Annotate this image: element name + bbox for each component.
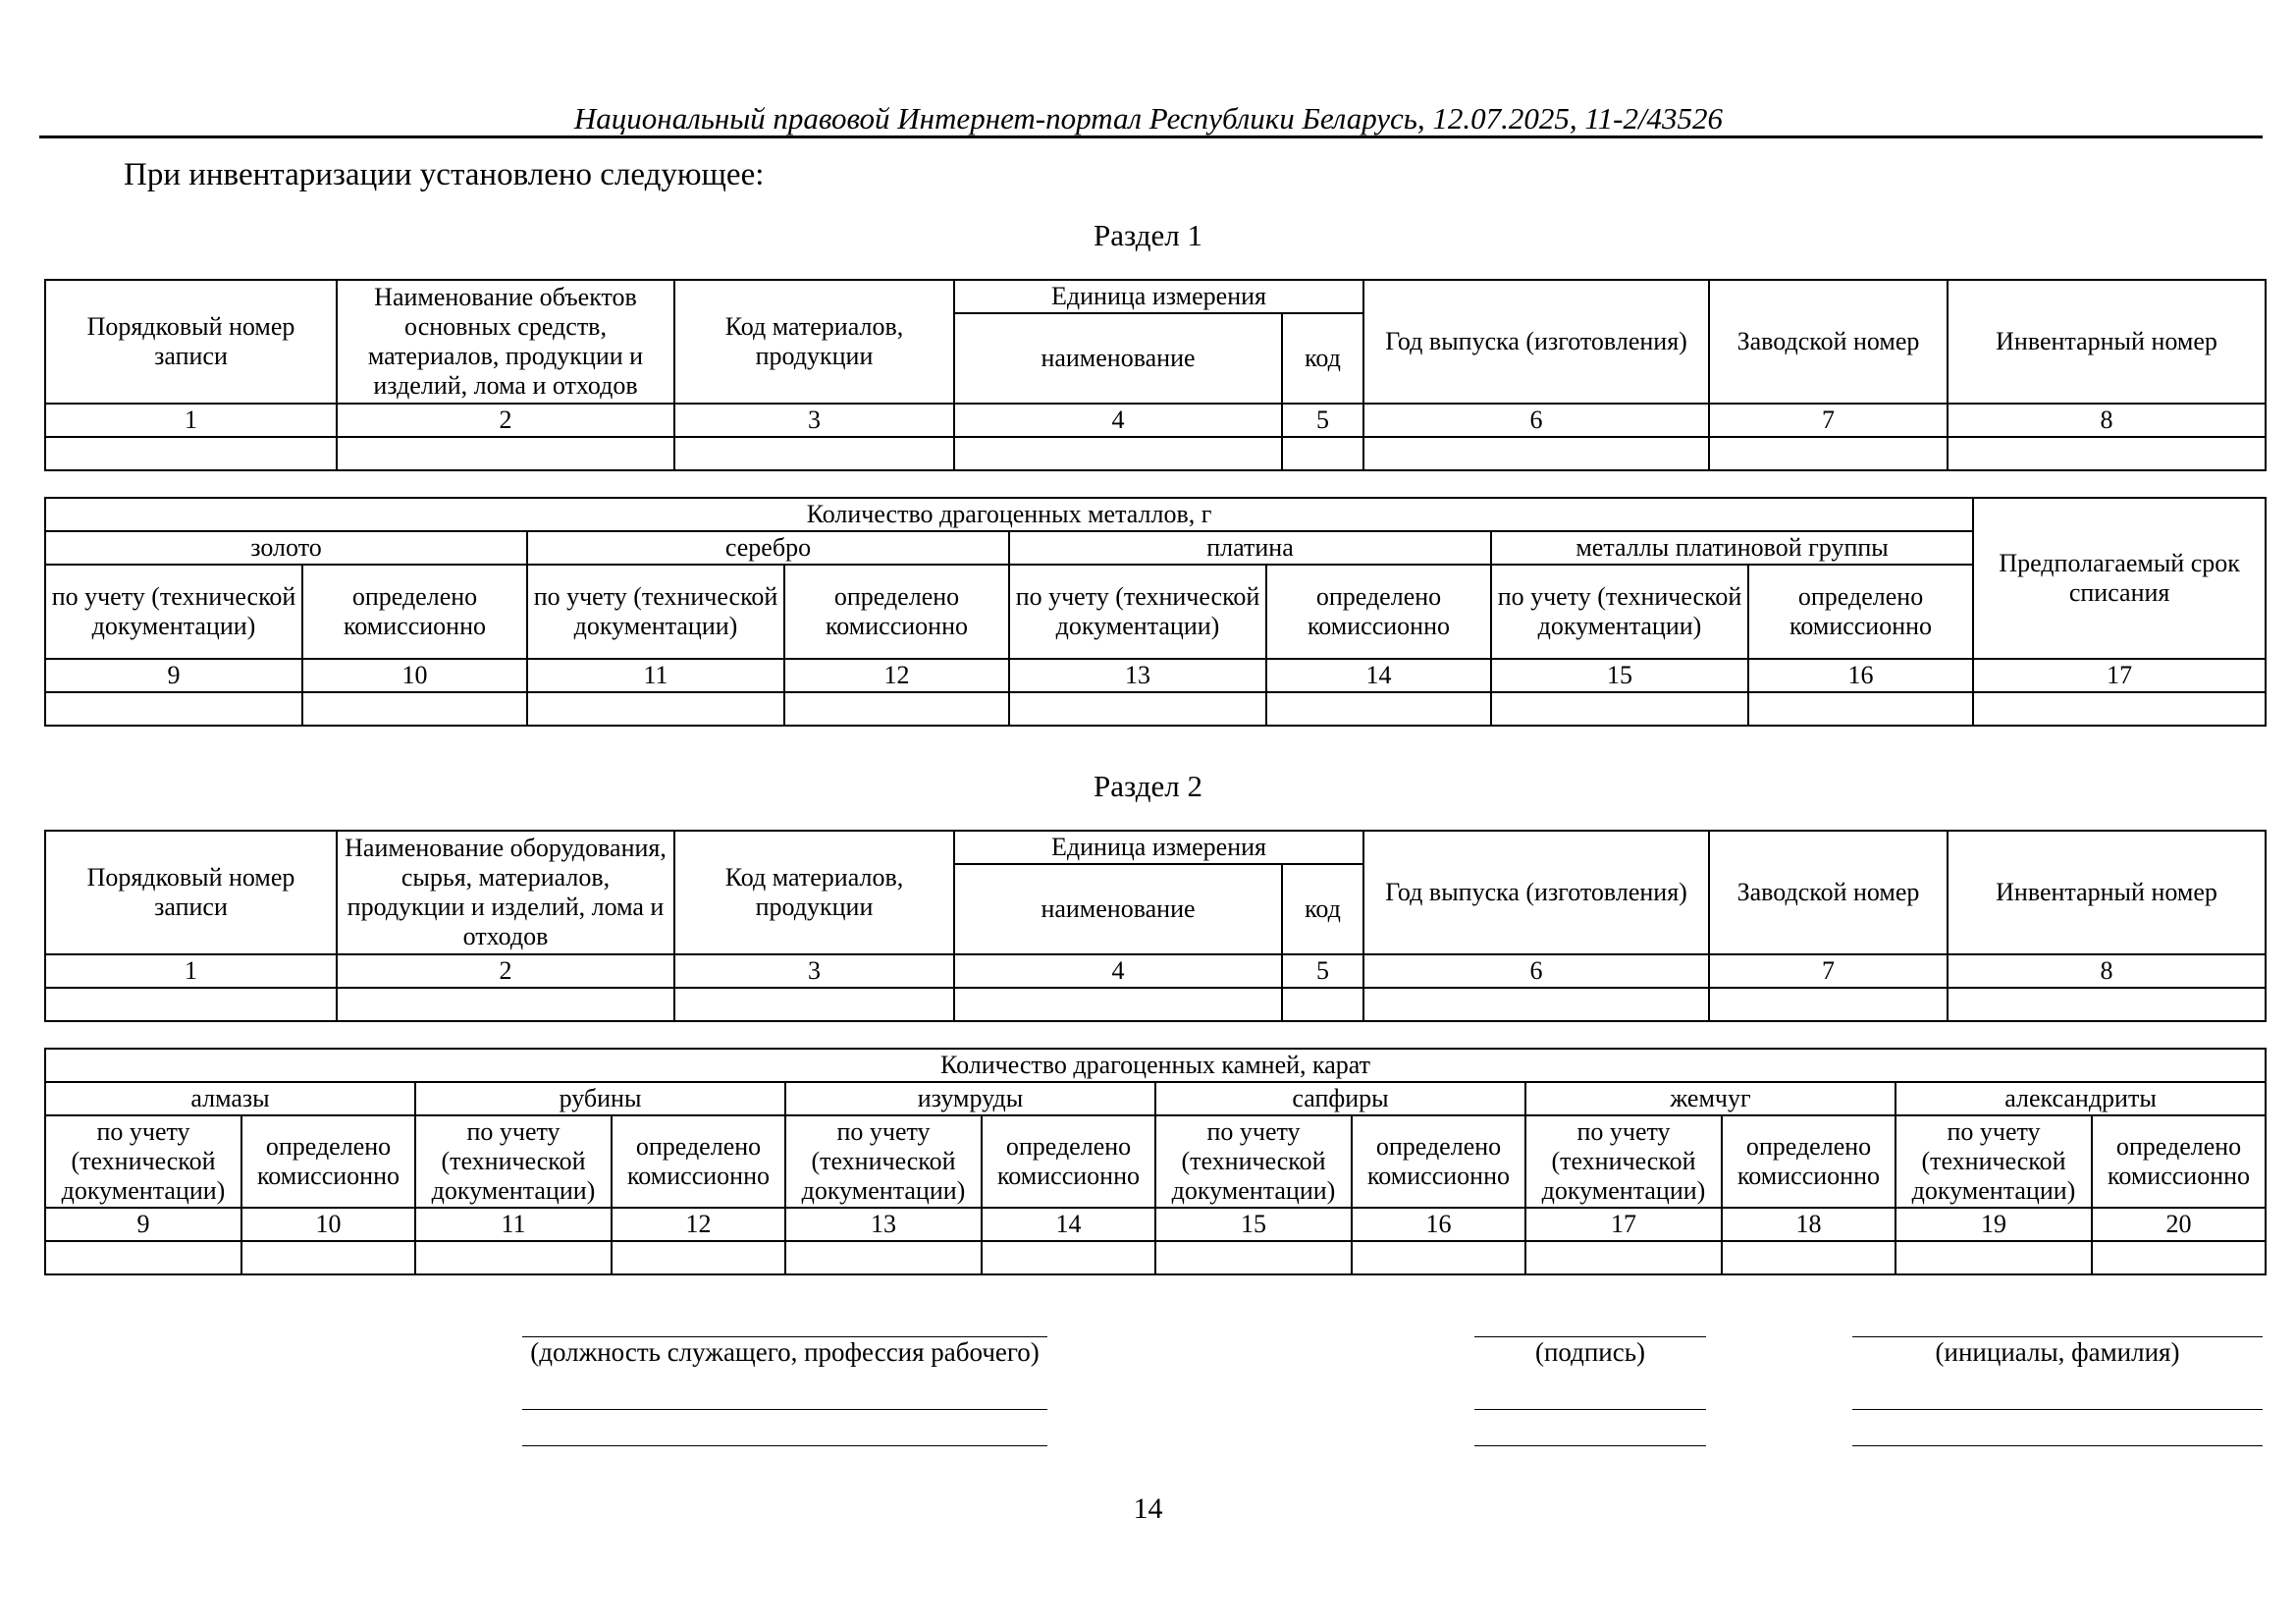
header-by-record: по учету (технической документации): [45, 565, 302, 659]
column-number: 16: [1352, 1208, 1525, 1241]
column-number: 4: [954, 404, 1282, 437]
column-number: 12: [612, 1208, 785, 1241]
empty-cell[interactable]: [45, 692, 302, 726]
column-number: 7: [1709, 954, 1948, 988]
header-by-commission: определено комиссионно: [982, 1115, 1155, 1208]
column-number: 13: [1009, 659, 1266, 692]
empty-cell[interactable]: [784, 692, 1009, 726]
stone-pearls: жемчуг: [1525, 1082, 1896, 1115]
stone-emeralds: изумруды: [785, 1082, 1155, 1115]
empty-cell[interactable]: [1363, 988, 1709, 1021]
column-number: 9: [45, 1208, 241, 1241]
header-unit-code: код: [1282, 313, 1363, 404]
header-unit-code: код: [1282, 864, 1363, 954]
empty-cell[interactable]: [982, 1241, 1155, 1274]
column-number: 11: [527, 659, 784, 692]
header-inventory-number: Инвентарный номер: [1948, 280, 2266, 404]
name-label: (инициалы, фамилия): [1935, 1337, 2180, 1367]
position-label: (должность служащего, профессия рабочего): [530, 1337, 1040, 1367]
empty-cell[interactable]: [1491, 692, 1748, 726]
column-number: 17: [1525, 1208, 1722, 1241]
header-by-record: по учету (технической документации): [45, 1115, 241, 1208]
column-number: 10: [241, 1208, 415, 1241]
header-unit-name: наименование: [954, 313, 1282, 404]
empty-cell[interactable]: [1352, 1241, 1525, 1274]
header-inventory-number: Инвентарный номер: [1948, 831, 2266, 954]
signature-label: (подпись): [1534, 1337, 1646, 1367]
column-number: 18: [1722, 1208, 1896, 1241]
empty-cell[interactable]: [1948, 437, 2266, 470]
signature-line[interactable]: [1474, 1409, 1706, 1410]
header-by-commission: определено комиссионно: [1352, 1115, 1525, 1208]
empty-cell[interactable]: [1973, 692, 2266, 726]
empty-cell[interactable]: [1722, 1241, 1896, 1274]
empty-cell[interactable]: [1709, 988, 1948, 1021]
empty-cell[interactable]: [954, 988, 1282, 1021]
header-rule: [39, 135, 2263, 138]
header-by-commission: определено комиссионно: [2092, 1115, 2266, 1208]
header-year: Год выпуска (изготовления): [1363, 831, 1709, 954]
header-year: Год выпуска (изготовления): [1363, 280, 1709, 404]
stone-rubies: рубины: [415, 1082, 785, 1115]
empty-cell[interactable]: [1748, 692, 1973, 726]
empty-cell[interactable]: [45, 1241, 241, 1274]
position-line[interactable]: [522, 1409, 1047, 1410]
header-item-name: Наименование оборудования, сырья, материалов, продукции и изделий, лома и отходов: [337, 831, 674, 954]
column-number: 15: [1491, 659, 1748, 692]
header-writeoff-period: Предполагаемый срок списания: [1973, 498, 2266, 659]
header-by-commission: определено комиссионно: [241, 1115, 415, 1208]
position-line[interactable]: [522, 1445, 1047, 1446]
column-number: 13: [785, 1208, 982, 1241]
column-number: 5: [1282, 954, 1363, 988]
empty-cell[interactable]: [1948, 988, 2266, 1021]
empty-cell[interactable]: [1266, 692, 1491, 726]
header-row-number: Порядковый номер записи: [45, 831, 337, 954]
column-number: 14: [982, 1208, 1155, 1241]
empty-cell[interactable]: [1363, 437, 1709, 470]
intro-text: При инвентаризации установлено следующее:: [124, 157, 765, 192]
header-unit: Единица измерения: [954, 831, 1363, 864]
column-number: 8: [1948, 954, 2266, 988]
empty-cell[interactable]: [612, 1241, 785, 1274]
column-number: 3: [674, 404, 954, 437]
column-number: 6: [1363, 404, 1709, 437]
empty-cell[interactable]: [45, 988, 337, 1021]
signature-line[interactable]: [1474, 1445, 1706, 1446]
column-number: 1: [45, 404, 337, 437]
empty-cell[interactable]: [674, 437, 954, 470]
metals-group-header: Количество драгоценных металлов, г: [45, 498, 1973, 531]
column-number: 10: [302, 659, 527, 692]
page-number: 14: [1133, 1492, 1163, 1525]
column-number: 3: [674, 954, 954, 988]
header-by-commission: определено комиссионно: [784, 565, 1009, 659]
header-item-name: Наименование объектов основных средств, материалов, продукции и изделий, лома и отходов: [337, 280, 674, 404]
name-line[interactable]: [1852, 1409, 2263, 1410]
stone-sapphires: сапфиры: [1155, 1082, 1525, 1115]
header-by-record: по учету (технической документации): [1525, 1115, 1722, 1208]
column-number: 15: [1155, 1208, 1352, 1241]
name-line[interactable]: [1852, 1445, 2263, 1446]
empty-cell[interactable]: [1282, 437, 1363, 470]
metal-silver: серебро: [527, 531, 1009, 565]
column-number: 19: [1896, 1208, 2092, 1241]
header-by-commission: определено комиссионно: [1722, 1115, 1896, 1208]
empty-cell[interactable]: [2092, 1241, 2266, 1274]
stone-alexandrites: александриты: [1896, 1082, 2266, 1115]
column-number: 5: [1282, 404, 1363, 437]
empty-cell[interactable]: [1009, 692, 1266, 726]
column-number: 17: [1973, 659, 2266, 692]
header-by-commission: определено комиссионно: [1266, 565, 1491, 659]
section-2-title: Раздел 2: [1094, 769, 1202, 803]
empty-cell[interactable]: [785, 1241, 982, 1274]
document-header: Национальный правовой Интернет-портал Республики Беларусь, 12.07.2025, 11-2/43526: [573, 101, 1724, 135]
header-by-commission: определено комиссионно: [612, 1115, 785, 1208]
column-number: 11: [415, 1208, 612, 1241]
column-number: 7: [1709, 404, 1948, 437]
header-material-code: Код материалов, продукции: [674, 831, 954, 954]
section-1-metals-table: [44, 497, 2267, 727]
column-number: 4: [954, 954, 1282, 988]
stones-group-header: Количество драгоценных камней, карат: [45, 1049, 2266, 1082]
header-unit: Единица измерения: [954, 280, 1363, 313]
metal-gold: золото: [45, 531, 527, 565]
column-number: 9: [45, 659, 302, 692]
column-number: 16: [1748, 659, 1973, 692]
section-2-stones-table: [44, 1048, 2267, 1275]
column-number: 2: [337, 954, 674, 988]
empty-cell[interactable]: [1525, 1241, 1722, 1274]
empty-cell[interactable]: [1896, 1241, 2092, 1274]
header-by-record: по учету (технической документации): [527, 565, 784, 659]
empty-cell[interactable]: [337, 437, 674, 470]
empty-cell[interactable]: [954, 437, 1282, 470]
empty-cell[interactable]: [1282, 988, 1363, 1021]
column-number: 6: [1363, 954, 1709, 988]
header-by-commission: определено комиссионно: [302, 565, 527, 659]
header-serial-number: Заводской номер: [1709, 280, 1948, 404]
column-number: 2: [337, 404, 674, 437]
section-2-items-table: [44, 830, 2267, 1022]
column-number: 8: [1948, 404, 2266, 437]
header-row-number: Порядковый номер записи: [45, 280, 337, 404]
section-1-items-table: [44, 279, 2267, 471]
metal-platinum: платина: [1009, 531, 1491, 565]
header-by-record: по учету (технической документации): [1009, 565, 1266, 659]
empty-cell[interactable]: [415, 1241, 612, 1274]
empty-cell[interactable]: [302, 692, 527, 726]
header-material-code: Код материалов, продукции: [674, 280, 954, 404]
header-by-record: по учету (технической документации): [415, 1115, 612, 1208]
empty-cell[interactable]: [1155, 1241, 1352, 1274]
metal-platinum-group: металлы платиновой группы: [1491, 531, 1973, 565]
empty-cell[interactable]: [527, 692, 784, 726]
column-number: 20: [2092, 1208, 2266, 1241]
empty-cell[interactable]: [337, 988, 674, 1021]
header-by-record: по учету (технической документации): [785, 1115, 982, 1208]
header-serial-number: Заводской номер: [1709, 831, 1948, 954]
column-number: 12: [784, 659, 1009, 692]
header-unit-name: наименование: [954, 864, 1282, 954]
empty-cell[interactable]: [1709, 437, 1948, 470]
header-by-record: по учету (технической документации): [1155, 1115, 1352, 1208]
header-by-record: по учету (технической документации): [1896, 1115, 2092, 1208]
column-number: 14: [1266, 659, 1491, 692]
stone-diamonds: алмазы: [45, 1082, 415, 1115]
header-by-record: по учету (технической документации): [1491, 565, 1748, 659]
empty-cell[interactable]: [241, 1241, 415, 1274]
header-by-commission: определено комиссионно: [1748, 565, 1973, 659]
section-1-title: Раздел 1: [1094, 218, 1202, 252]
column-number: 1: [45, 954, 337, 988]
empty-cell[interactable]: [45, 437, 337, 470]
empty-cell[interactable]: [674, 988, 954, 1021]
